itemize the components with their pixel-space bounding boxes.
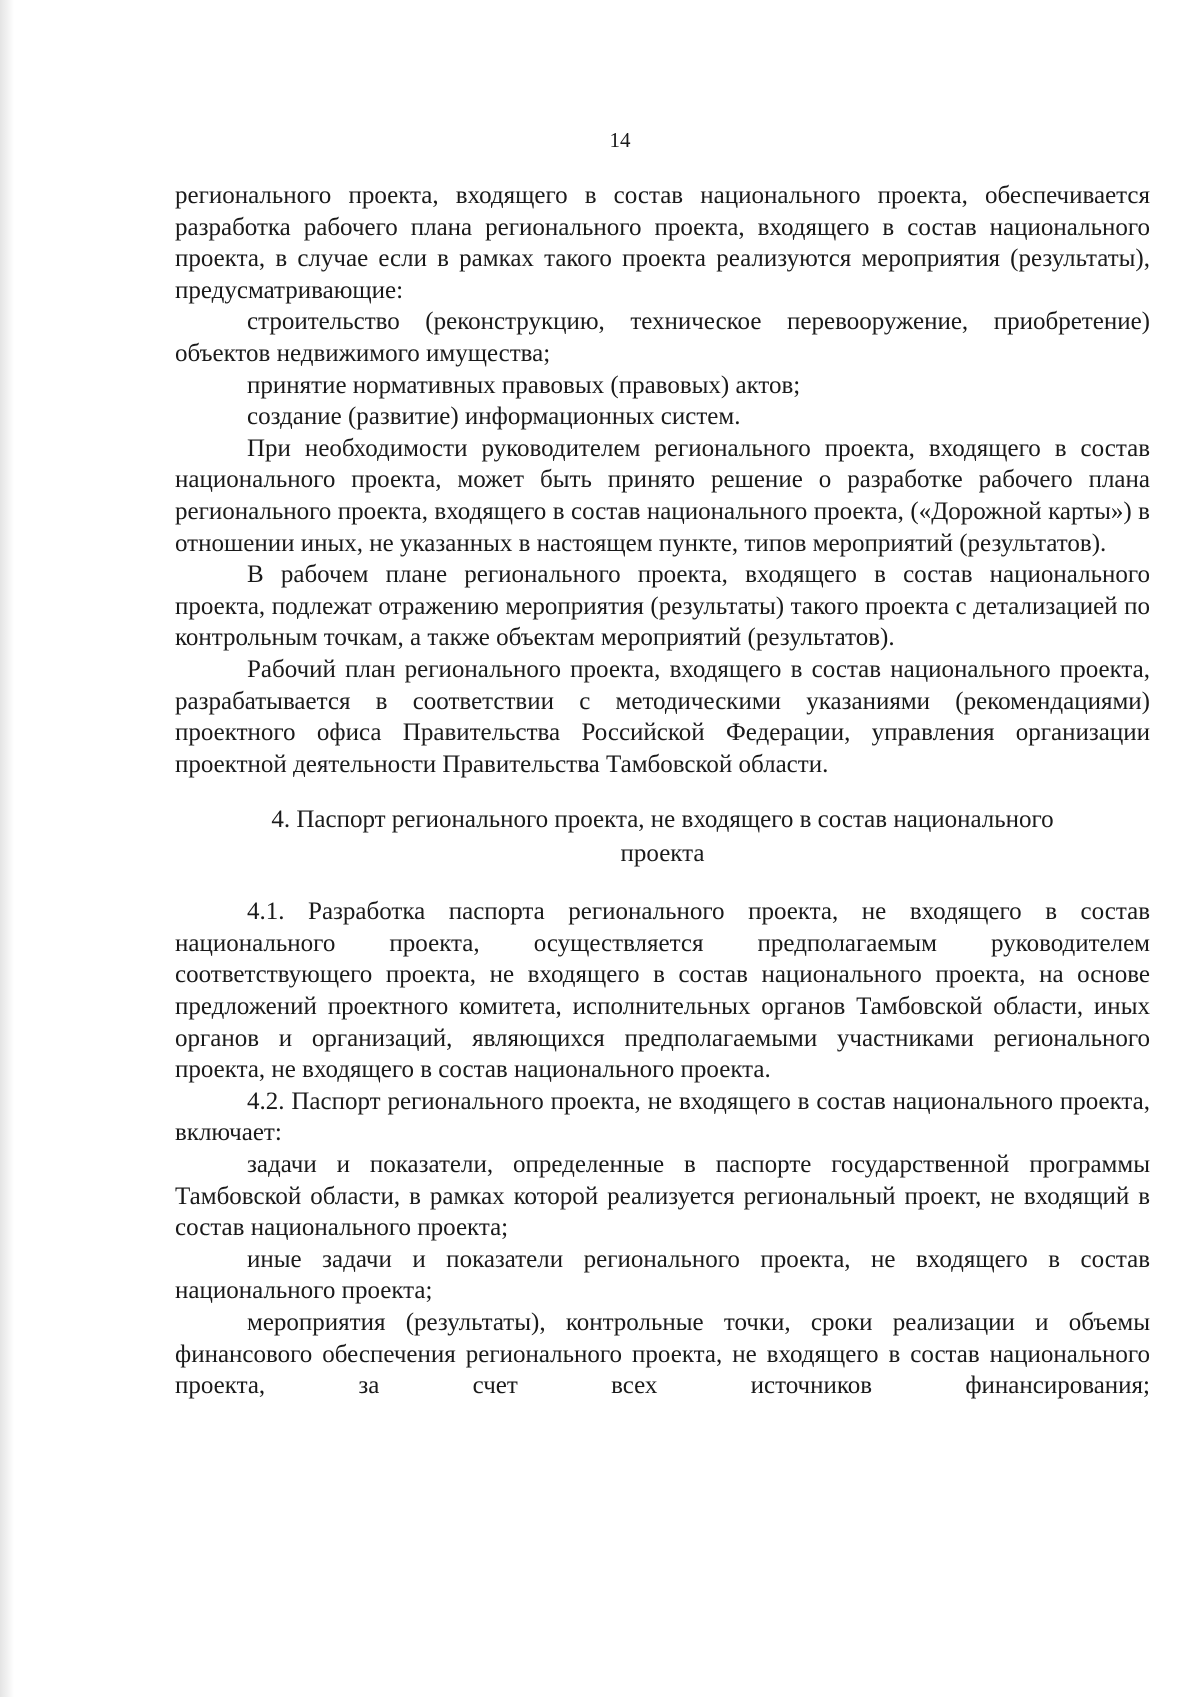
scan-edge-shadow: [0, 0, 14, 1697]
section-heading: [175, 803, 1150, 871]
page-number: 14: [609, 128, 631, 152]
section-heading-line: проекта: [620, 840, 705, 868]
paragraph: создание (развитие) информационных систем.: [247, 403, 741, 431]
paragraph: регионального проекта, входящего в состав национального проекта, обеспечивается разработка рабочего плана регионального проекта, входящего в состав национального проекта, в случае если в рамках такого проекта реализуются мероприятия (результаты), предусматривающие:: [175, 182, 1150, 304]
paragraph: задачи и показатели, определенные в паспорте государственной программы Тамбовской области, в рамках которой реализуется региональный проект, не входящий в состав национального проекта;: [175, 1151, 1150, 1242]
section-heading-line: 4. Паспорт регионального проекта, не входящего в состав национального: [271, 806, 1054, 834]
paragraph: При необходимости руководителем регионального проекта, входящего в состав национального проекта, может быть принято решение о разработке рабочего плана регионального проекта, входящего в состав национального проекта, («Дорожной карты») в отношении иных, не указанных в настоящем пункте, типов мероприятий (результатов).: [175, 434, 1150, 557]
paragraph: мероприятия (результаты), контрольные точки, сроки реализации и объемы финансового обеспечения регионального проекта, не входящего в состав национального проекта, за счет всех источников финансирования;: [175, 1309, 1150, 1400]
paragraph: 4.1. Разработка паспорта регионального проекта, не входящего в состав национального проекта, осуществляется предполагаемым руководителем соответствующего проекта, не входящего в состав национального проекта, на основе предложений проектного комитета, исполнительных органов Тамбовской области, иных органов и организаций, являющихся предполагаемыми участниками регионального проекта, не входящего в состав национального проекта.: [175, 898, 1150, 1084]
paragraph: 4.2. Паспорт регионального проекта, не входящего в состав национального проекта, включает:: [175, 1087, 1150, 1147]
paragraph: В рабочем плане регионального проекта, входящего в состав национального проекта, подлежат отражению мероприятия (результаты) такого проекта с детализацией по контрольным точкам, а также объектам мероприятий (результатов).: [175, 561, 1150, 652]
paragraph: принятие нормативных правовых (правовых) актов;: [247, 371, 801, 399]
paragraph: Рабочий план регионального проекта, входящего в состав национального проекта, разрабатывается в соответствии с методическими указаниями (рекомендациями) проектного офиса Правительства Российской Федерации, управления организации проектной деятельности Правительства Тамбовской области.: [175, 655, 1150, 778]
document-body: [175, 180, 1150, 1402]
paragraph: строительство (реконструкцию, техническое перевооружение, приобретение) объектов недвижимого имущества;: [175, 308, 1150, 367]
paragraph: иные задачи и показатели регионального проекта, не входящего в состав национального проекта;: [175, 1245, 1150, 1305]
